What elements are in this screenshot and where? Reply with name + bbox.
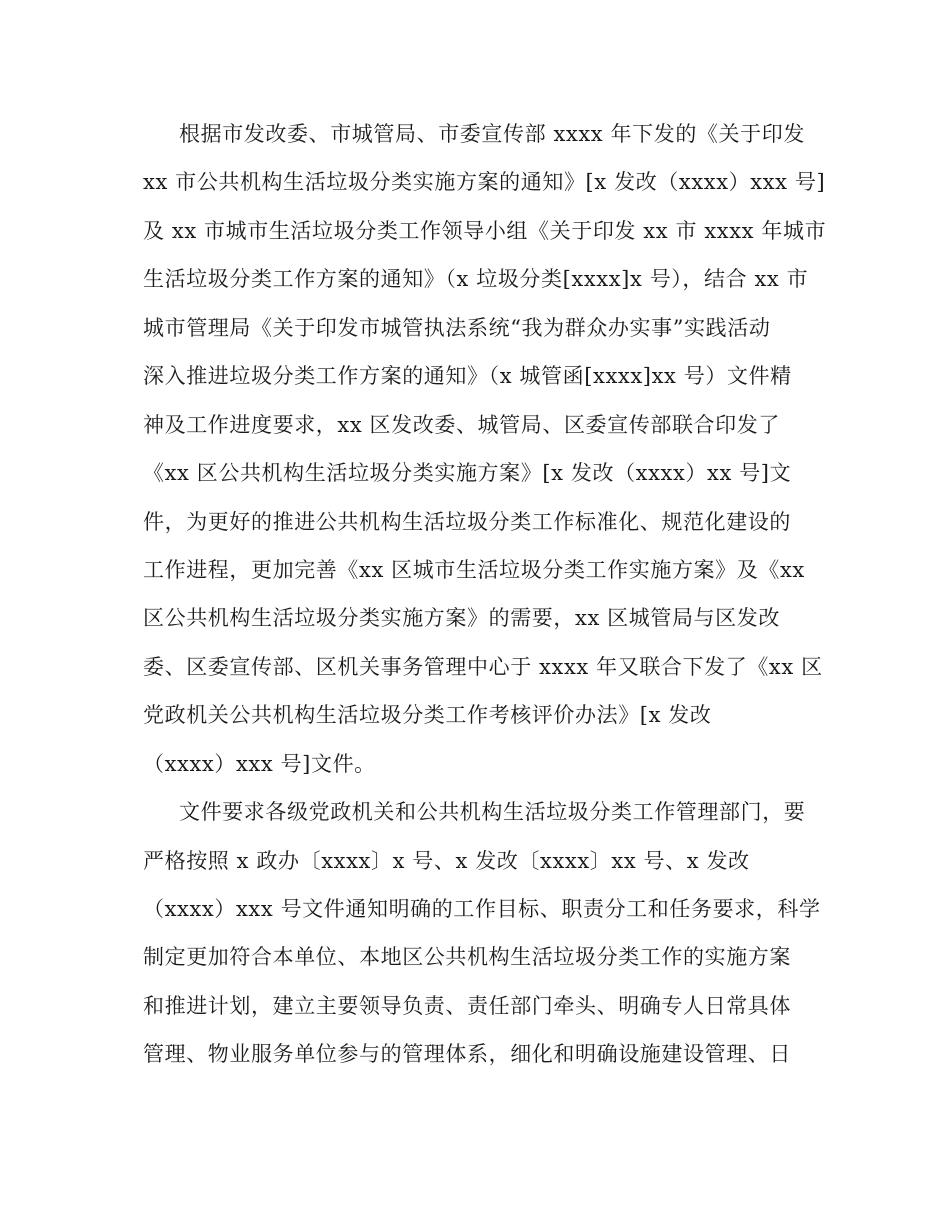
text-line: 区公共机构生活垃圾分类实施方案》的需要，xx 区城管局与区发改 xyxy=(143,606,780,631)
text-line: 及 xx 市城市生活垃圾分类工作领导小组《关于印发 xx 市 xxxx 年城市 xyxy=(143,218,827,243)
paragraph-2 xyxy=(143,788,821,1079)
text-line: 制定更加符合本单位、本地区公共机构生活垃圾分类工作的实施方案 xyxy=(143,945,791,970)
text-line: 和推进计划，建立主要领导负责、责任部门牵头、明确专人日常具体 xyxy=(143,993,791,1018)
text-line: 委、区委宣传部、区机关事务管理中心于 xxxx 年又联合下发了《xx 区 xyxy=(143,654,823,679)
text-line: 党政机关公共机构生活垃圾分类工作考核评价办法》[x 发改 xyxy=(143,703,712,728)
text-line: 神及工作进度要求，xx 区发改委、城管局、区委宣传部联合印发了 xyxy=(143,412,780,437)
text-line: 件，为更好的推进公共机构生活垃圾分类工作标准化、规范化建设的 xyxy=(143,509,791,534)
text-line: 深入推进垃圾分类工作方案的通知》（x 城管函[xxxx]xx 号）文件精 xyxy=(143,364,792,389)
paragraph-1 xyxy=(143,110,827,788)
text-line: 城市管理局《关于印发市城管执法系统“我为群众办实事”实践活动 xyxy=(143,315,771,340)
text-line: xx 市公共机构生活垃圾分类实施方案的通知》[x 发改（xxxx）xxx 号] xyxy=(143,170,826,195)
text-line: 管理、物业服务单位参与的管理体系，细化和明确设施建设管理、日 xyxy=(143,1042,791,1067)
text-line: 文件要求各级党政机关和公共机构生活垃圾分类工作管理部门，要 xyxy=(179,800,806,825)
text-line: 根据市发改委、市城管局、市委宣传部 xxxx 年下发的《关于印发 xyxy=(179,122,805,146)
text-line: （xxxx）xxx 号文件通知明确的工作目标、职责分工和任务要求，科学 xyxy=(143,897,821,921)
text-line: 严格按照 x 政办〔xxxx〕x 号、x 发改〔xxxx〕xx 号、x 发改 xyxy=(143,848,750,873)
text-line: 工作进程，更加完善《xx 区城市生活垃圾分类工作实施方案》及《xx xyxy=(143,557,805,582)
text-line: 生活垃圾分类工作方案的通知》（x 垃圾分类[xxxx]x 号），结合 xx 市 xyxy=(143,267,809,292)
text-line: 《xx 区公共机构生活垃圾分类实施方案》[x 发改（xxxx）xx 号]文 xyxy=(143,461,792,486)
text-line: （xxxx）xxx 号]文件。 xyxy=(143,751,376,776)
document-body xyxy=(143,110,827,1079)
